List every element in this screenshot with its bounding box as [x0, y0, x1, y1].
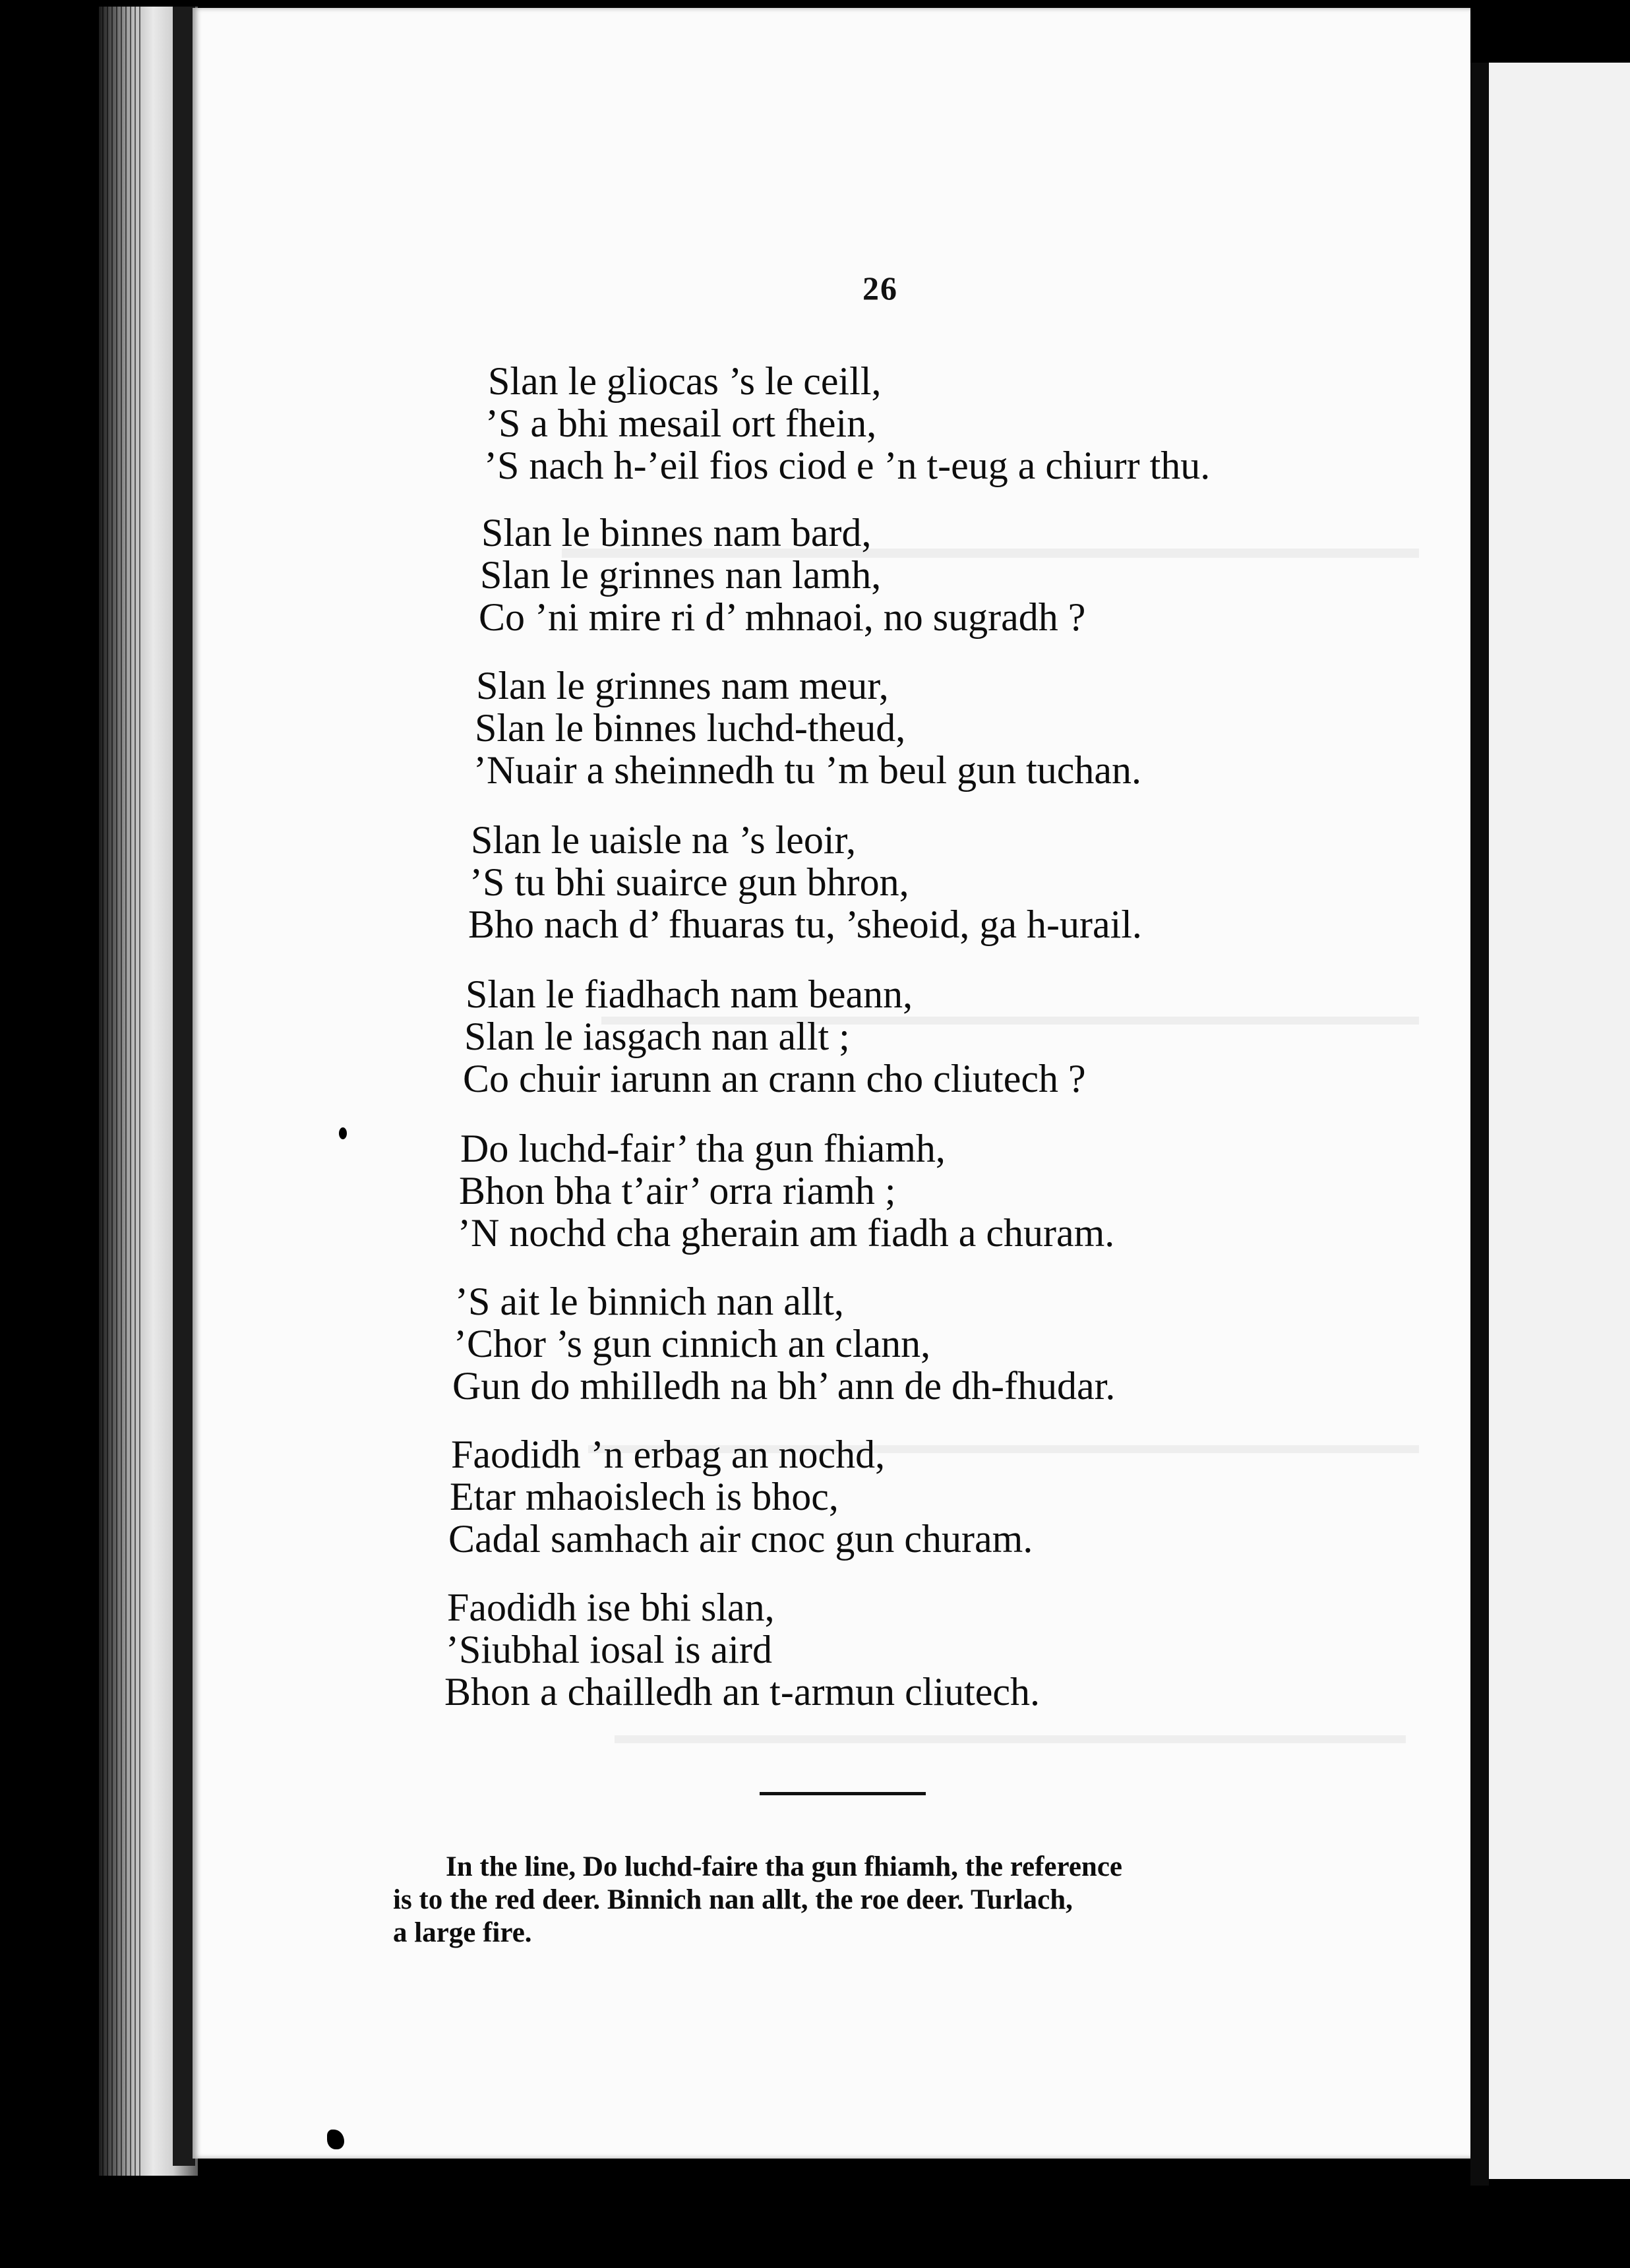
footnote-line: is to the red deer. Binnich nan allt, the roe deer. Turlach, — [393, 1884, 1073, 1915]
page-number: 26 — [862, 270, 898, 307]
poem-line: Do luchd-fair’ tha gun fhiamh, — [460, 1127, 946, 1170]
poem-line: Bhon bha t’air’ orra riamh ; — [459, 1169, 896, 1212]
poem-line: Slan le fiadhach nam beann, — [466, 972, 913, 1016]
poem-line: ’N nochd cha gherain am fiadh a churam. — [458, 1211, 1115, 1255]
poem-line: Slan le grinnes nam meur, — [476, 664, 889, 707]
scan-speck — [339, 1127, 347, 1139]
section-divider-rule — [760, 1792, 926, 1795]
poem-line: ’Chor ’s gun cinnich an clann, — [454, 1322, 931, 1365]
poem-line: Slan le gliocas ’s le ceill, — [488, 359, 882, 403]
poem-line: Bhon a chailledh an t-armun cliutech. — [444, 1670, 1041, 1714]
footnote-line: a large fire. — [393, 1917, 532, 1948]
page-edges-stack — [102, 7, 142, 2176]
poem-line: Cadal samhach air cnoc gun churam. — [448, 1517, 1033, 1561]
poem-line: Co chuir iarunn an crann cho cliutech ? — [463, 1057, 1086, 1100]
poem-line: Bho nach d’ fhuaras tu, ’sheoid, ga h-urail. — [468, 903, 1142, 946]
poem-line: Slan le binnes nam bard, — [481, 511, 872, 554]
poem-line: Co ’ni mire ri d’ mhnaoi, no sugradh ? — [479, 595, 1086, 639]
poem-line: ’Nuair a sheinnedh tu ’m beul gun tuchan. — [473, 748, 1142, 792]
poem-line: Faodidh ise bhi slan, — [447, 1586, 775, 1629]
facing-page-strip — [1489, 63, 1630, 2179]
poem-line: ’S nach h-’eil fios ciod e ’n t-eug a chiurr thu. — [484, 444, 1211, 487]
footnote-line: In the line, Do luchd-faire tha gun fhiamh, the reference — [446, 1851, 1122, 1882]
poem-line: Slan le uaisle na ’s leoir, — [471, 818, 857, 862]
poem-line: Gun do mhilledh na bh’ ann de dh-fhudar. — [452, 1364, 1116, 1408]
poem-line: Etar mhaoislech is bhoc, — [450, 1475, 839, 1518]
poem-line: ’S ait le binnich nan allt, — [455, 1280, 844, 1323]
poem-line: Slan le binnes luchd-theud, — [475, 706, 906, 750]
poem-line: Slan le grinnes nan lamh, — [480, 553, 882, 597]
book-right-edge — [1470, 63, 1489, 2186]
show-through-mark — [615, 1735, 1406, 1743]
poem-line: Slan le iasgach nan allt ; — [464, 1015, 850, 1058]
page-gutter-shadow — [173, 7, 195, 2166]
poem-line: Faodidh ’n erbag an nochd, — [451, 1433, 886, 1476]
poem-line: ’S a bhi mesail ort fhein, — [485, 402, 877, 445]
poem-line: ’S tu bhi suairce gun bhron, — [469, 860, 909, 904]
poem-line: ’Siubhal iosal is aird — [446, 1628, 772, 1671]
